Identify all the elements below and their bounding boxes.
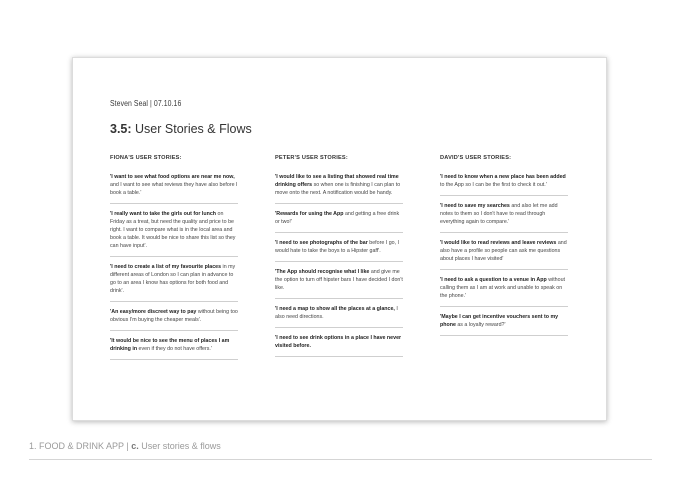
- footer-divider: [29, 459, 652, 460]
- footer-letter: c.: [131, 441, 139, 451]
- story-item: 'I would like to read reviews and leave reviews and also have a profile so people can ask me questions about places I have visited': [440, 239, 568, 270]
- story-item: 'I need to see photographs of the bar before I go, I would hate to take the boys to a Hipster gaff'.: [275, 239, 403, 262]
- story-item: 'I need to see drink options in a place I have never visited before.: [275, 334, 403, 357]
- document-sheet: [72, 57, 607, 421]
- story-item: 'I need to ask a question to a venue in App without calling them as I am at work and unable to speak on the phone.': [440, 276, 568, 307]
- page-title: [110, 122, 252, 136]
- column-heading: FIONA'S USER STORIES:: [110, 155, 182, 161]
- story-item: 'An easy/more discreet way to pay without being too obvious I'm buying the cheaper meals'.: [110, 308, 238, 331]
- footer-project: 1. FOOD & DRINK APP |: [29, 441, 132, 451]
- column-peter: [275, 155, 403, 363]
- story-item: 'It would be nice to see the menu of places I am drinking in even if they do not have offers.': [110, 337, 238, 360]
- footer-section: User stories & flows: [138, 441, 221, 451]
- story-item: 'I would like to see a listing that showed real time drinking offers so when one is finishing I can plan to move onto the next. A notification would be handy.: [275, 173, 403, 204]
- page-footer: [29, 441, 221, 451]
- section-number: 3.5:: [110, 122, 132, 136]
- column-david: [440, 155, 568, 342]
- story-item: 'I need to save my searches and also let me add notes to them so I don't have to read through everything again to compare.': [440, 202, 568, 233]
- section-title: User Stories & Flows: [135, 122, 252, 136]
- column-heading: PETER'S USER STORIES:: [275, 155, 348, 161]
- story-item: 'I need to know when a new place has been added to the App so I can be the first to check it out.': [440, 173, 568, 196]
- story-item: 'Maybe I can get incentive vouchers sent to my phone as a loyalty reward?': [440, 313, 568, 336]
- story-item: 'Rewards for using the App and getting a free drink or two!': [275, 210, 403, 233]
- story-item: 'The App should recognise what I like and give me the option to turn off hipster bars I have decided I don't like.: [275, 268, 403, 299]
- column-heading: DAVID'S USER STORIES:: [440, 155, 512, 161]
- column-fiona: [110, 155, 238, 366]
- story-item: 'I really want to take the girls out for lunch on Friday as a treat, but need the quality and price to be right. I want to compare what is in the local area and book a table. It would be nice to share this list so they can have input'.: [110, 210, 238, 257]
- author-date: Steven Seal | 07.10.16: [110, 99, 182, 108]
- story-item: 'I need to create a list of my favourite places in my different areas of London so I can plan in advance to go to an area I know has options for both food and drink'.: [110, 263, 238, 302]
- story-item: 'I need a map to show all the places at a glance, I also need directions.: [275, 305, 403, 328]
- story-item: 'I want to see what food options are near me now, and I want to see what reviews they have also before I book a table.': [110, 173, 238, 204]
